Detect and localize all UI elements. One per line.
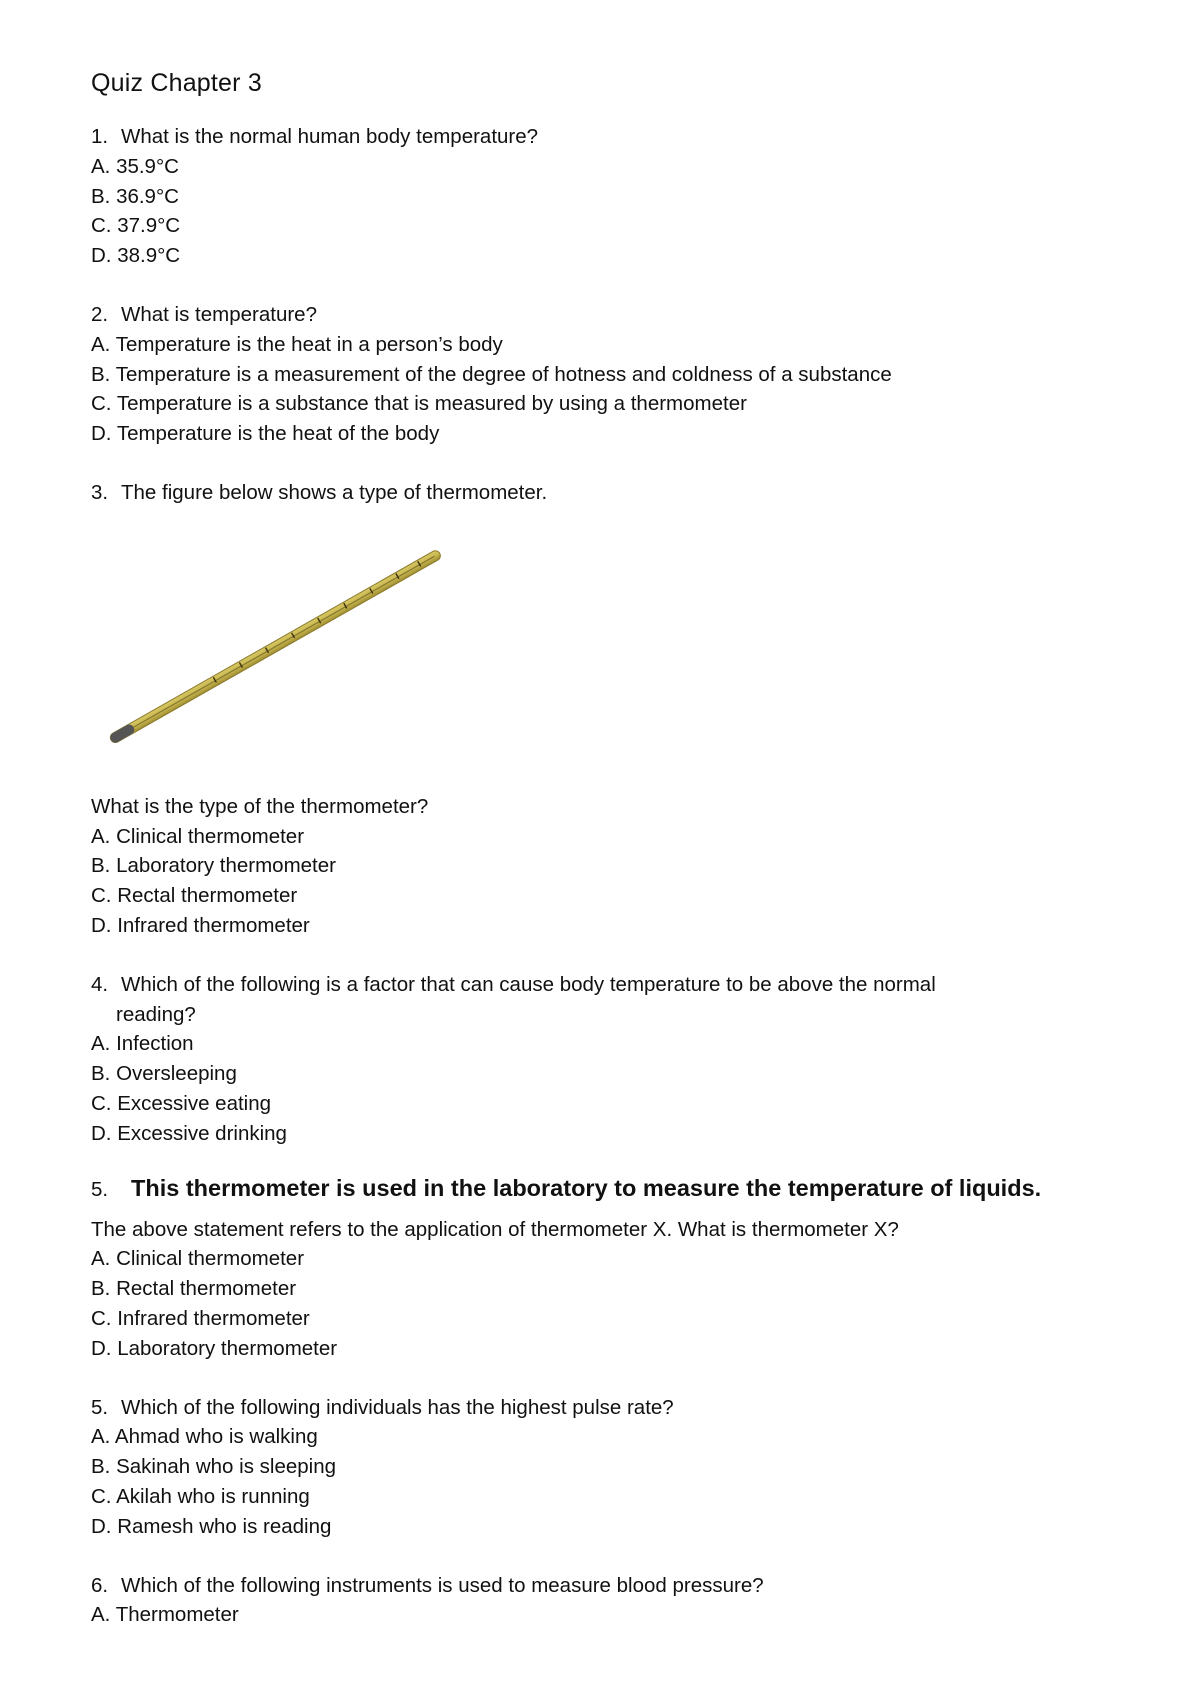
question-3-stem <box>91 478 1141 508</box>
option-b: B. 36.9°C <box>91 184 179 208</box>
question-6-stem <box>91 1571 1141 1601</box>
question-number: 4. <box>91 972 109 996</box>
question-3 <box>91 478 1141 941</box>
question-1 <box>91 122 1141 271</box>
question-number: 6. <box>91 1573 109 1597</box>
option-d: D. Excessive drinking <box>91 1121 287 1145</box>
option-a: A. Infection <box>91 1032 194 1056</box>
option-c: C. Infrared thermometer <box>91 1306 310 1330</box>
option-a: A. 35.9°C <box>91 154 179 178</box>
option-a: A. Ahmad who is walking <box>91 1425 318 1449</box>
question-number: 5. <box>91 1177 109 1201</box>
question-text: What is temperature? <box>121 302 317 326</box>
question-text: The figure below shows a type of thermometer. <box>121 480 548 504</box>
option-d: D. 38.9°C <box>91 244 181 268</box>
option-c: C. Rectal thermometer <box>91 884 298 908</box>
option-c: C. Temperature is a substance that is measured by using a thermometer <box>91 392 747 416</box>
option-b: B. Sakinah who is sleeping <box>91 1455 337 1479</box>
question-number: 1. <box>91 125 109 148</box>
question-5-stem: The above statement refers to the application of thermometer X. What is thermometer X? <box>91 1217 899 1241</box>
option-b: B. Temperature is a measurement of the degree of hotness and coldness of a substance <box>91 362 892 386</box>
option-c: C. Excessive eating <box>91 1091 272 1115</box>
question-4-stem <box>91 970 1141 1000</box>
option-c: C. Akilah who is running <box>91 1484 310 1508</box>
question-1-stem <box>91 122 1141 152</box>
question-2 <box>91 300 1141 449</box>
question-number: 5. <box>91 1395 109 1419</box>
option-d: D. Temperature is the heat of the body <box>91 422 440 446</box>
question-text: Which of the following individuals has the highest pulse rate? <box>121 1395 674 1419</box>
option-b: B. Laboratory thermometer <box>91 854 336 878</box>
question-4 <box>91 970 1141 1149</box>
question-4-stem-continued: reading? <box>116 1002 196 1026</box>
quiz-page <box>91 66 1141 1659</box>
question-2-stem <box>91 300 1141 330</box>
question-text: What is the normal human body temperature? <box>121 125 539 148</box>
option-a: A. Clinical thermometer <box>91 1247 305 1271</box>
option-b: B. Rectal thermometer <box>91 1277 297 1301</box>
option-b: B. Oversleeping <box>91 1062 237 1086</box>
question-text: Which of the following is a factor that can cause body temperature to be above the normal <box>121 972 936 996</box>
statement-text: This thermometer is used in the laboratory to measure the temperature of liquids. <box>131 1174 1042 1201</box>
option-d: D. Infrared thermometer <box>91 913 310 937</box>
question-number: 2. <box>91 302 109 326</box>
question-5-statement-heading <box>91 1171 1141 1205</box>
option-a: A. Clinical thermometer <box>91 824 305 848</box>
question-number: 3. <box>91 480 109 504</box>
option-c: C. 37.9°C <box>91 214 181 238</box>
question-6 <box>91 1571 1141 1631</box>
question-5-statement <box>91 1171 1141 1364</box>
option-d: D. Laboratory thermometer <box>91 1336 338 1360</box>
thermometer-image <box>91 514 471 776</box>
question-text: Which of the following instruments is used to measure blood pressure? <box>121 1573 764 1597</box>
page-title: Quiz Chapter 3 <box>91 69 262 97</box>
option-a: A. Thermometer <box>91 1603 239 1627</box>
option-d: D. Ramesh who is reading <box>91 1514 332 1538</box>
question-5b-stem <box>91 1393 1141 1423</box>
thermometer-bulb <box>109 723 137 745</box>
question-3-subquestion: What is the type of the thermometer? <box>91 794 429 818</box>
option-a: A. Temperature is the heat in a person’s body <box>91 332 503 356</box>
thermometer-figure <box>91 514 1141 776</box>
question-5-pulse <box>91 1393 1141 1542</box>
